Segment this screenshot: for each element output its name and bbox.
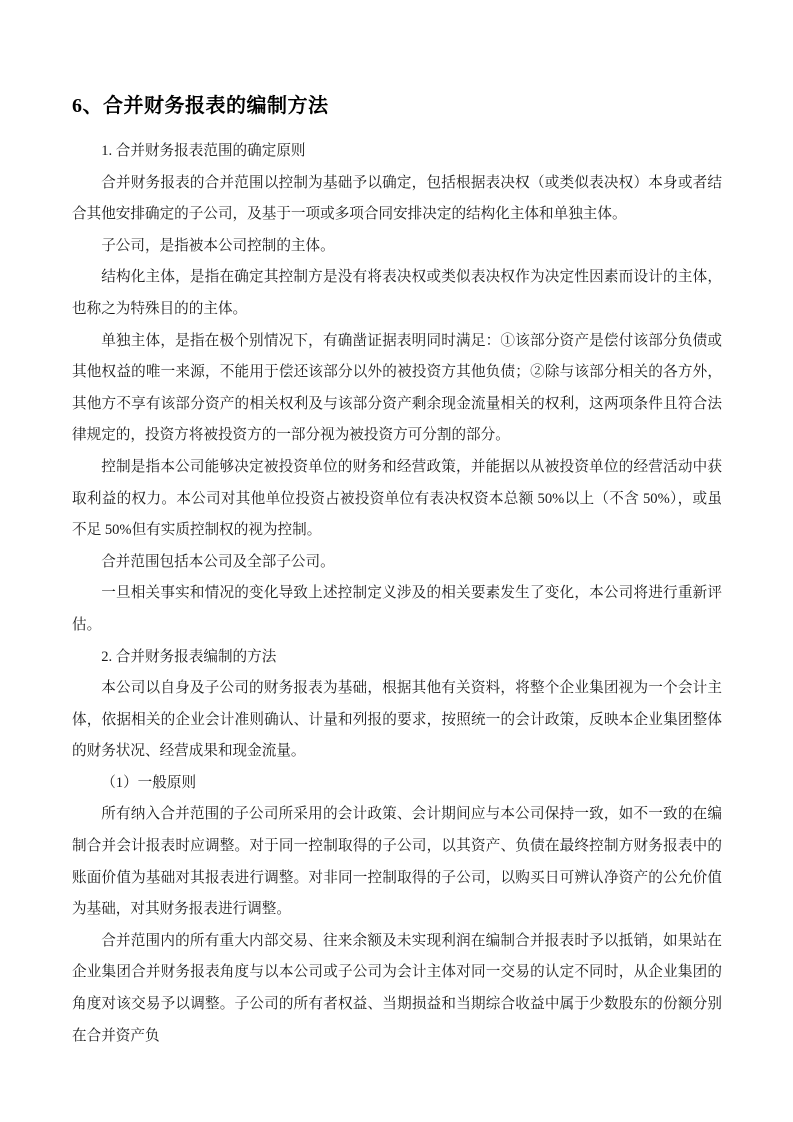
subheading-general-principles: （1）一般原则: [101, 774, 197, 791]
subheading-preparation-method: 2. 合并财务报表编制的方法: [101, 648, 277, 665]
section-heading: 6、合并财务报表的编制方法: [72, 95, 329, 117]
para-scope-coverage: 合并范围包括本公司及全部子公司。: [101, 553, 335, 570]
para-internal-transactions: 合并范围内的所有重大内部交易、往来余额及未实现利润在编制合并报表时予以抵销，如果站在企业集团合并财务报表角度与以本公司或子公司为会计主体对同一交易的认定不同时，从企业集团的角度对该交易予以调整。子公司的所有者权益、当期损益和当期综合收益中属于少数股东的份额分别在合并资产负: [72, 932, 722, 1044]
para-control-definition: 控制是指本公司能够决定被投资单位的财务和经营政策，并能据以从被投资单位的经营活动中获取利益的权力。本公司对其他单位投资占被投资单位有表决权资本总额 50%以上（不含 50%），或虽不足 50%但有实质控制权的视为控制。: [72, 458, 722, 539]
para-preparation-basis: 本公司以自身及子公司的财务报表为基础，根据其他有关资料，将整个企业集团视为一个会计主体，依据相关的企业会计准则确认、计量和列报的要求，按照统一的会计政策，反映本企业集团整体的财务状况、经营成果和现金流量。: [72, 680, 722, 760]
para-scope-basis: 合并财务报表的合并范围以控制为基础予以确定，包括根据表决权（或类似表决权）本身或者结合其他安排确定的子公司，及基于一项或多项合同安排决定的结构化主体和单独主体。: [72, 174, 722, 223]
para-separate-entity-definition: 单独主体，是指在极个别情况下，有确凿证据表明同时满足：①该部分资产是偿付该部分负债或其他权益的唯一来源，不能用于偿还该部分以外的被投资方其他负债；②除与该部分相关的各方外，其他方不享有该部分资产的相关权利及与该部分资产剩余现金流量相关的权利，这两项条件且符合法律规定的，投资方将被投资方的一部分视为被投资方可分割的部分。: [72, 332, 722, 444]
para-structured-entity-definition: 结构化主体，是指在确定其控制方是没有将表决权或类似表决权作为决定性因素而设计的主体，也称之为特殊目的的主体。: [72, 269, 722, 317]
para-policy-alignment: 所有纳入合并范围的子公司所采用的会计政策、会计期间应与本公司保持一致，如不一致的在编制合并会计报表时应调整。对于同一控制取得的子公司，以其资产、负债在最终控制方财务报表中的账面价值为基础对其报表进行调整。对非同一控制取得的子公司，以购买日可辨认净资产的公允价值为基础，对其财务报表进行调整。: [72, 806, 722, 918]
subheading-scope-determination: 1. 合并财务报表范围的确定原则: [101, 143, 306, 159]
para-subsidiary-definition: 子公司，是指被本公司控制的主体。: [101, 237, 335, 254]
para-reassessment: 一旦相关事实和情况的变化导致上述控制定义涉及的相关要素发生了变化，本公司将进行重新评估。: [72, 585, 722, 633]
document-page: [72, 90, 722, 1052]
